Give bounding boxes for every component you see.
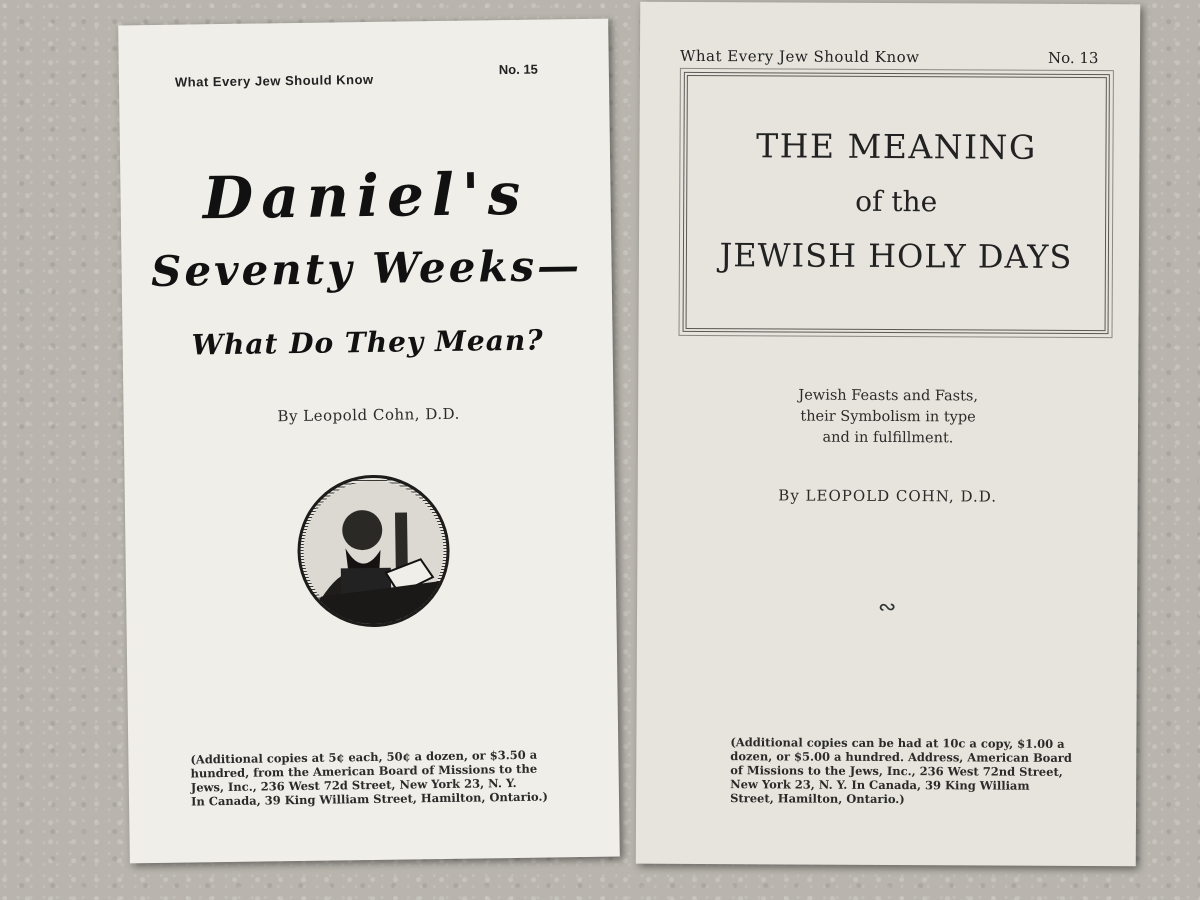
- booklet-number: No. 13: [1047, 48, 1099, 68]
- booklet-meaning-jewish-holy-days: [636, 2, 1141, 867]
- title-line-1: Daniel's: [202, 159, 529, 233]
- title-line-1: THE MEANING: [756, 126, 1037, 167]
- title-line-3: What Do They Mean?: [191, 323, 544, 362]
- booklet-daniels-seventy-weeks: [118, 19, 620, 864]
- ordering-note: (Additional copies at 5¢ each, 50¢ a dozen, or $3.50 a hundred, from the American Board of Missions to the Jews, Inc., 236 West 72d Street, New York 23, N. Y. In Canada, 39 King William Street, Hamilton, Ontario.): [190, 747, 549, 809]
- booklet-number: No. 15: [498, 61, 538, 78]
- ornament-icon: ∾: [877, 594, 897, 621]
- subtitle: Jewish Feasts and Fasts, their Symbolism in type and in fulfillment.: [798, 387, 979, 447]
- title-line-3: JEWISH HOLY DAYS: [719, 236, 1073, 276]
- series-title: What Every Jew Should Know: [174, 71, 374, 90]
- title-line-2: Seventy Weeks—: [150, 241, 583, 297]
- author-byline: By Leopold Cohn, D.D.: [277, 404, 460, 426]
- series-title: What Every Jew Should Know: [679, 46, 920, 67]
- title-frame: [683, 72, 1110, 334]
- title-line-2: of the: [855, 184, 938, 219]
- ordering-note: (Additional copies can be had at 10c a copy, $1.00 a dozen, or $5.00 a hundred. Address, American Board of Missions to the Jews, Inc., 236 West 72nd Street, New York 23, N. Y. In Canada, 39 King William Street, Hamilton, Ontario.): [730, 735, 1072, 807]
- author-byline: By LEOPOLD COHN, D.D.: [778, 486, 998, 506]
- reading-scholar-emblem-icon: [296, 474, 450, 628]
